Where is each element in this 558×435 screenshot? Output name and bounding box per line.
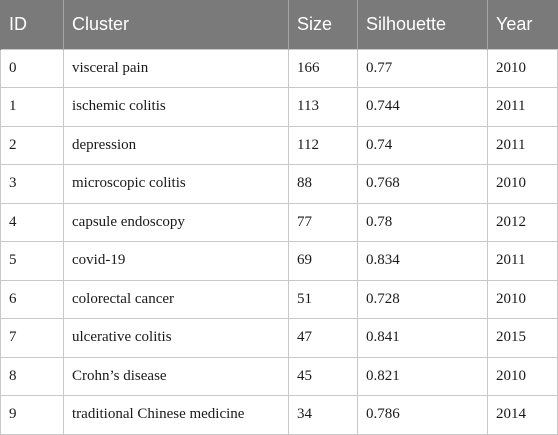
- table-row: [1, 165, 558, 204]
- cell-silhouette: 0.77: [358, 49, 488, 88]
- cell-cluster: microscopic colitis: [64, 165, 289, 204]
- cell-size: 51: [289, 280, 358, 319]
- cell-size: 45: [289, 357, 358, 396]
- table-row: [1, 49, 558, 88]
- table-row: [1, 126, 558, 165]
- cell-id: 4: [1, 203, 64, 242]
- cell-silhouette: 0.786: [358, 396, 488, 435]
- header-row: [1, 0, 558, 49]
- cell-year: 2011: [488, 242, 558, 281]
- cell-year: 2011: [488, 126, 558, 165]
- table-row: [1, 203, 558, 242]
- cell-year: 2010: [488, 165, 558, 204]
- cell-silhouette: 0.74: [358, 126, 488, 165]
- cell-silhouette: 0.768: [358, 165, 488, 204]
- table-row: [1, 396, 558, 435]
- cell-size: 113: [289, 88, 358, 127]
- table-row: [1, 88, 558, 127]
- header-year: Year: [488, 0, 558, 49]
- cell-cluster: traditional Chinese medicine: [64, 396, 289, 435]
- cell-size: 77: [289, 203, 358, 242]
- cell-id: 6: [1, 280, 64, 319]
- cell-id: 0: [1, 49, 64, 88]
- header-id: ID: [1, 0, 64, 49]
- cell-year: 2012: [488, 203, 558, 242]
- cell-year: 2014: [488, 396, 558, 435]
- cell-silhouette: 0.744: [358, 88, 488, 127]
- cell-size: 166: [289, 49, 358, 88]
- table-row: [1, 319, 558, 358]
- cell-id: 3: [1, 165, 64, 204]
- table-body: [1, 49, 558, 434]
- cell-size: 47: [289, 319, 358, 358]
- cell-cluster: Crohn’s disease: [64, 357, 289, 396]
- table-row: [1, 357, 558, 396]
- header-silhouette: Silhouette: [358, 0, 488, 49]
- cell-id: 9: [1, 396, 64, 435]
- cell-year: 2015: [488, 319, 558, 358]
- cell-size: 112: [289, 126, 358, 165]
- cell-cluster: colorectal cancer: [64, 280, 289, 319]
- cell-id: 7: [1, 319, 64, 358]
- cell-silhouette: 0.834: [358, 242, 488, 281]
- cell-cluster: visceral pain: [64, 49, 289, 88]
- cell-year: 2010: [488, 49, 558, 88]
- table-row: [1, 242, 558, 281]
- cell-size: 69: [289, 242, 358, 281]
- cell-cluster: depression: [64, 126, 289, 165]
- cell-year: 2010: [488, 357, 558, 396]
- cell-cluster: ulcerative colitis: [64, 319, 289, 358]
- cell-cluster: ischemic colitis: [64, 88, 289, 127]
- cell-id: 1: [1, 88, 64, 127]
- cell-silhouette: 0.78: [358, 203, 488, 242]
- cell-id: 8: [1, 357, 64, 396]
- cell-size: 88: [289, 165, 358, 204]
- table-header: [1, 0, 558, 49]
- cell-id: 5: [1, 242, 64, 281]
- cell-silhouette: 0.841: [358, 319, 488, 358]
- table-row: [1, 280, 558, 319]
- cell-year: 2010: [488, 280, 558, 319]
- cell-cluster: covid-19: [64, 242, 289, 281]
- cell-size: 34: [289, 396, 358, 435]
- cell-id: 2: [1, 126, 64, 165]
- cell-cluster: capsule endoscopy: [64, 203, 289, 242]
- header-size: Size: [289, 0, 358, 49]
- cell-year: 2011: [488, 88, 558, 127]
- cell-silhouette: 0.728: [358, 280, 488, 319]
- header-cluster: Cluster: [64, 0, 289, 49]
- cell-silhouette: 0.821: [358, 357, 488, 396]
